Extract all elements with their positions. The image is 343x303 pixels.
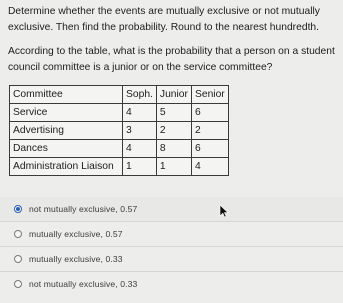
table-cell: 1 xyxy=(156,158,191,176)
table-cell: 1 xyxy=(123,158,157,176)
answer-options xyxy=(0,197,343,296)
table-row xyxy=(10,104,229,122)
answer-option-label: not mutually exclusive, 0.57 xyxy=(29,204,138,214)
table-header-row xyxy=(10,86,229,104)
radio-button[interactable] xyxy=(14,230,22,238)
answer-option-label: not mutually exclusive, 0.33 xyxy=(29,279,138,289)
answer-option-label: mutually exclusive, 0.33 xyxy=(29,254,123,264)
answer-option-label: mutually exclusive, 0.57 xyxy=(29,229,123,239)
answer-option-3[interactable] xyxy=(0,247,343,271)
header-junior: Junior xyxy=(156,86,191,104)
table-cell: 3 xyxy=(123,122,157,140)
table-row xyxy=(10,140,229,158)
header-soph: Soph. xyxy=(123,86,157,104)
table-cell: 8 xyxy=(156,140,191,158)
table-cell: 2 xyxy=(156,122,191,140)
header-senior: Senior xyxy=(191,86,228,104)
table-cell: 6 xyxy=(191,140,228,158)
table-cell: 6 xyxy=(191,104,228,122)
table-cell: Administration Liaison xyxy=(10,158,123,176)
answer-option-1[interactable] xyxy=(0,197,343,221)
table-cell: Dances xyxy=(10,140,123,158)
mouse-cursor-icon xyxy=(219,204,229,218)
table-cell: 5 xyxy=(156,104,191,122)
table-cell: 4 xyxy=(191,158,228,176)
table-row xyxy=(10,122,229,140)
question-text: Determine whether the events are mutually exclusive or not mutually exclusive. Then find the probability. Round to the nearest hundredth. xyxy=(8,6,320,33)
radio-button[interactable] xyxy=(14,280,22,288)
radio-button-selected[interactable] xyxy=(14,205,22,213)
table-cell: 4 xyxy=(123,104,157,122)
committee-table xyxy=(9,85,229,176)
table-cell: 4 xyxy=(123,140,157,158)
answer-option-2[interactable] xyxy=(0,222,343,246)
table-cell: Advertising xyxy=(10,122,123,140)
prompt-text: According to the table, what is the probability that a person on a student council committee is a junior or on the service committee? xyxy=(8,46,335,73)
table-cell: Service xyxy=(10,104,123,122)
header-committee: Committee xyxy=(10,86,123,104)
answer-option-4[interactable] xyxy=(0,272,343,296)
table-cell: 2 xyxy=(191,122,228,140)
table-row xyxy=(10,158,229,176)
radio-button[interactable] xyxy=(14,255,22,263)
